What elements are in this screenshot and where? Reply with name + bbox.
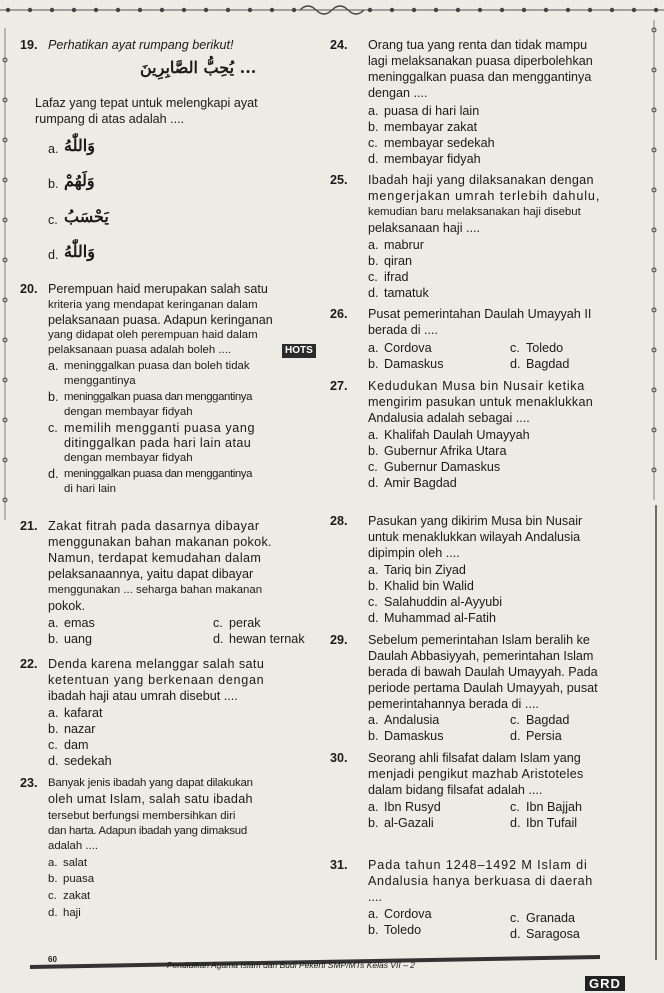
q26-number: 26. <box>330 307 348 321</box>
q28-option-label[interactable]: a. <box>368 563 379 577</box>
q25-line: Ibadah haji yang dilaksanakan dengan <box>368 173 594 187</box>
q26-line: Pusat pemerintahan Daulah Umayyah II <box>368 307 592 321</box>
q19-option-label[interactable]: c. <box>48 213 58 227</box>
q22-option-a[interactable]: kafarat <box>64 706 103 720</box>
q25-option-b[interactable]: qiran <box>384 254 413 268</box>
q31-line: .... <box>368 890 382 904</box>
q24-option-label[interactable]: d. <box>368 152 379 166</box>
q21-line: pokok. <box>48 599 86 613</box>
q20-line: Perempuan haid merupakan salah satu <box>48 282 268 296</box>
q29-line: Sebelum pemerintahan Islam beralih ke <box>368 633 590 647</box>
q28-option-label[interactable]: d. <box>368 611 379 625</box>
q20-option-label[interactable]: d. <box>48 467 59 481</box>
q31-option-c[interactable]: Granada <box>526 911 576 925</box>
q27-option-d[interactable]: Amir Bagdad <box>384 476 457 490</box>
q27-option-label[interactable]: d. <box>368 476 379 490</box>
q29-option-label[interactable]: d. <box>510 729 521 743</box>
q26-option-a[interactable]: Cordova <box>384 341 432 355</box>
q24-line: lagi melaksanakan puasa diperbolehkan <box>368 54 593 68</box>
q29-option-d[interactable]: Persia <box>526 729 562 743</box>
q20-option-b[interactable]: meninggalkan puasa dan menggantinya <box>64 391 253 403</box>
q22-option-label[interactable]: b. <box>48 722 59 736</box>
q29-number: 29. <box>330 633 348 647</box>
q19-ayat: ... يُحِبُّ الصَّابِرِينَ <box>140 58 257 77</box>
q22-line: Denda karena melanggar salah satu <box>48 657 265 671</box>
q19-text: Perhatikan ayat rumpang berikut! <box>48 38 234 52</box>
q27-option-a[interactable]: Khalifah Daulah Umayyah <box>384 428 530 442</box>
q31-option-label[interactable]: b. <box>368 923 379 937</box>
q31-option-b[interactable]: Toledo <box>384 923 422 937</box>
q26-option-label[interactable]: a. <box>368 341 379 355</box>
q19-option-label[interactable]: d. <box>48 248 59 262</box>
q26-option-label[interactable]: b. <box>368 357 379 371</box>
q25-option-d[interactable]: tamatuk <box>384 286 429 300</box>
q21-line: Zakat fitrah pada dasarnya dibayar <box>48 519 260 533</box>
q30-option-b[interactable]: al-Gazali <box>384 816 434 830</box>
q28-line: dipimpin oleh .... <box>368 546 460 560</box>
q30-line: dalam bidang filsafat adalah .... <box>368 783 543 797</box>
q27-option-b[interactable]: Gubernur Afrika Utara <box>384 444 507 458</box>
q22-option-d[interactable]: sedekah <box>64 754 112 768</box>
q23-option-label[interactable]: a. <box>48 857 58 869</box>
q24-option-label[interactable]: b. <box>368 120 379 134</box>
q23-option-label[interactable]: b. <box>48 873 58 885</box>
q26-option-b[interactable]: Damaskus <box>384 357 444 371</box>
page-number: 60 <box>48 955 57 964</box>
q31-option-label[interactable]: d. <box>510 927 521 941</box>
q24-number: 24. <box>330 38 348 52</box>
q23-line: dan harta. Adapun ibadah yang dimaksud <box>48 825 247 837</box>
q23-line: Banyak jenis ibadah yang dapat dilakukan <box>48 777 253 789</box>
q31-number: 31. <box>330 858 348 872</box>
q27-option-label[interactable]: b. <box>368 444 379 458</box>
q31-line: Pada tahun 1248–1492 M Islam di <box>368 858 588 872</box>
q20-line: yang didapat oleh perempuan haid dalam <box>48 329 258 341</box>
q27-number: 27. <box>330 379 348 393</box>
q30-line: menjadi pengikut mazhab Aristoteles <box>368 767 584 781</box>
q23-line: tersebut berfungsi membersihkan diri <box>48 810 236 822</box>
q27-option-label[interactable]: c. <box>368 460 378 474</box>
q29-option-label[interactable]: c. <box>510 713 520 727</box>
q28-option-label[interactable]: c. <box>368 595 378 609</box>
q25-option-a[interactable]: mabrur <box>384 238 424 252</box>
q24-option-c[interactable]: membayar sedekah <box>384 136 495 150</box>
q29-line: periode pertama Daulah Umayyah, pusat <box>368 681 598 695</box>
q24-line: Orang tua yang renta dan tidak mampu <box>368 38 588 52</box>
q24-option-label[interactable]: c. <box>368 136 378 150</box>
q20-option-c[interactable]: memilih mengganti puasa yang <box>64 421 256 435</box>
q22-option-label[interactable]: c. <box>48 738 58 752</box>
q29-line: Daulah Abbasiyyah, pemerintahan Islam <box>368 649 594 663</box>
q22-option-label[interactable]: a. <box>48 706 59 720</box>
q22-line: ibadah haji atau umrah disebut .... <box>48 689 238 703</box>
q20-option-label[interactable]: a. <box>48 359 59 373</box>
q28-option-d[interactable]: Muhammad al-Fatih <box>384 611 496 625</box>
q23-option-b[interactable]: puasa <box>63 873 95 885</box>
q29-option-c[interactable]: Bagdad <box>526 713 570 727</box>
q21-line: pelaksanaannya, yaitu dapat dibayar <box>48 567 254 581</box>
q31-option-a[interactable]: Cordova <box>384 907 432 921</box>
q25-option-label[interactable]: a. <box>368 238 379 252</box>
q28-option-a[interactable]: Tariq bin Ziyad <box>384 563 466 577</box>
left-dotted-border <box>0 0 18 993</box>
q25-line: mengerjakan umrah terlebih dahulu, <box>368 189 601 203</box>
q22-option-c[interactable]: dam <box>64 738 89 752</box>
q27-line: Kedudukan Musa bin Nusair ketika <box>368 379 586 393</box>
q20-number: 20. <box>20 282 38 296</box>
q30-option-label[interactable]: d. <box>510 816 521 830</box>
q21-line: menggunakan ... seharga bahan makanan <box>48 584 263 596</box>
q19-line: Lafaz yang tepat untuk melengkapi ayat <box>35 96 258 110</box>
q20-line: pelaksanaan puasa. Adapun keringanan <box>48 313 273 327</box>
q20-line: kriteria yang mendapat keringanan dalam <box>48 299 258 311</box>
q23-option-a[interactable]: salat <box>63 857 88 869</box>
q29-option-label[interactable]: a. <box>368 713 379 727</box>
q26-option-c[interactable]: Toledo <box>526 341 564 355</box>
q23-number: 23. <box>20 776 38 790</box>
q29-line: berada di bawah Daulah Umayyah. Pada <box>368 665 598 679</box>
q24-line: meninggalkan puasa dan menggantinya <box>368 70 592 84</box>
q19-option-arabic[interactable]: يَحْسَبُ <box>64 207 109 226</box>
hots-badge: HOTS <box>282 344 316 358</box>
q22-option-b[interactable]: nazar <box>64 722 96 736</box>
q25-number: 25. <box>330 173 348 187</box>
q30-option-d[interactable]: Ibn Tufail <box>526 816 578 830</box>
q20-option-a[interactable]: meninggalkan puasa dan boleh tidak <box>64 360 250 372</box>
q24-option-a[interactable]: puasa di hari lain <box>384 104 480 118</box>
q30-number: 30. <box>330 751 348 765</box>
q28-line: Pasukan yang dikirim Musa bin Nusair <box>368 514 583 528</box>
q31-option-label[interactable]: c. <box>510 911 520 925</box>
q24-line: dengan .... <box>368 86 428 100</box>
q23-line: adalah .... <box>48 840 99 852</box>
q24-option-d[interactable]: membayar fidyah <box>384 152 481 166</box>
q21-option-label[interactable]: a. <box>48 616 59 630</box>
top-dotted-border <box>0 0 664 28</box>
q23-line: oleh umat Islam, salah satu ibadah <box>48 792 253 806</box>
q21-option-label[interactable]: d. <box>213 632 224 646</box>
q19-line: rumpang di atas adalah .... <box>35 112 185 126</box>
q31-option-label[interactable]: a. <box>368 907 379 921</box>
q21-option-a[interactable]: emas <box>64 616 95 630</box>
q21-option-b[interactable]: uang <box>64 632 93 646</box>
q21-option-d[interactable]: hewan ternak <box>229 632 305 646</box>
q30-option-label[interactable]: a. <box>368 800 379 814</box>
q19-option-label[interactable]: a. <box>48 142 59 156</box>
q27-option-label[interactable]: a. <box>368 428 379 442</box>
q19-option-label[interactable]: b. <box>48 177 59 191</box>
footer-text: Pendidikan Agama Islam dan Budi Pekerti SMP/MTs Kelas VII – 2 <box>167 960 415 970</box>
q22-number: 22. <box>20 657 38 671</box>
q25-line: kemudian baru melaksanakan haji disebut <box>368 206 581 218</box>
q20-option-c[interactable]: ditinggalkan pada hari lain atau <box>64 436 252 450</box>
q26-line: berada di .... <box>368 323 439 337</box>
q26-option-label[interactable]: d. <box>510 357 521 371</box>
q19-number: 19. <box>20 38 38 52</box>
q21-option-label[interactable]: c. <box>213 616 223 630</box>
q19-option-arabic[interactable]: وَاللّٰهُ <box>64 136 95 155</box>
q20-option-label[interactable]: b. <box>48 390 59 404</box>
q28-option-label[interactable]: b. <box>368 579 379 593</box>
q20-option-label[interactable]: c. <box>48 421 58 435</box>
q30-option-a[interactable]: Ibn Rusyd <box>384 800 441 814</box>
q19-option-arabic[interactable]: وَاللّٰهُ <box>64 242 95 261</box>
q20-option-b[interactable]: dengan membayar fidyah <box>64 406 193 418</box>
q27-line: Andalusia adalah sebagai .... <box>368 411 530 425</box>
q23-option-d[interactable]: haji <box>63 907 81 919</box>
q31-option-d[interactable]: Saragosa <box>526 927 580 941</box>
q20-line: pelaksanaan puasa adalah boleh .... <box>48 344 232 356</box>
q21-line: Namun, terdapat kemudahan dalam <box>48 551 262 565</box>
q29-option-label[interactable]: b. <box>368 729 379 743</box>
q27-option-c[interactable]: Gubernur Damaskus <box>384 460 501 474</box>
q20-option-a[interactable]: menggantinya <box>64 375 136 387</box>
q28-option-c[interactable]: Salahuddin al-Ayyubi <box>384 595 503 609</box>
q25-option-label[interactable]: c. <box>368 270 378 284</box>
q23-option-c[interactable]: zakat <box>63 890 91 902</box>
q24-option-b[interactable]: membayar zakat <box>384 120 478 134</box>
q26-option-d[interactable]: Bagdad <box>526 357 570 371</box>
q21-number: 21. <box>20 519 38 533</box>
publisher-logo: GRD <box>585 976 625 991</box>
q25-line: pelaksanaan haji .... <box>368 221 481 235</box>
q20-option-d[interactable]: di hari lain <box>64 483 116 495</box>
q29-line: pemerintahannya berada di .... <box>368 697 539 711</box>
q22-option-label[interactable]: d. <box>48 754 59 768</box>
q28-line: untuk menaklukkan wilayah Andalusia <box>368 530 581 544</box>
q31-line: Andalusia hanya berkuasa di daerah <box>368 874 593 888</box>
q24-option-label[interactable]: a. <box>368 104 379 118</box>
q25-option-label[interactable]: b. <box>368 254 379 268</box>
q30-option-label[interactable]: b. <box>368 816 379 830</box>
q27-line: mengirim pasukan untuk menaklukkan <box>368 395 594 409</box>
q23-option-label[interactable]: d. <box>48 907 58 919</box>
q30-line: Seorang ahli filsafat dalam Islam yang <box>368 751 581 765</box>
q22-line: ketentuan yang berkenaan dengan <box>48 673 265 687</box>
q23-option-label[interactable]: c. <box>48 890 57 902</box>
q21-option-label[interactable]: b. <box>48 632 59 646</box>
q20-option-c[interactable]: dengan membayar fidyah <box>64 452 193 464</box>
q20-option-d[interactable]: meninggalkan puasa dan menggantinya <box>64 468 253 480</box>
q25-option-label[interactable]: d. <box>368 286 379 300</box>
right-dotted-border <box>644 0 662 993</box>
q28-option-b[interactable]: Khalid bin Walid <box>384 579 474 593</box>
q21-option-c[interactable]: perak <box>229 616 261 630</box>
q19-option-arabic[interactable]: وَلَهُمْ <box>64 171 95 190</box>
q25-option-c[interactable]: ifrad <box>384 270 409 284</box>
q30-option-c[interactable]: Ibn Bajjah <box>526 800 583 814</box>
q29-option-b[interactable]: Damaskus <box>384 729 444 743</box>
q30-option-label[interactable]: c. <box>510 800 520 814</box>
q21-line: menggunakan bahan makanan pokok. <box>48 535 272 549</box>
q26-option-label[interactable]: c. <box>510 341 520 355</box>
q29-option-a[interactable]: Andalusia <box>384 713 440 727</box>
q28-number: 28. <box>330 514 348 528</box>
